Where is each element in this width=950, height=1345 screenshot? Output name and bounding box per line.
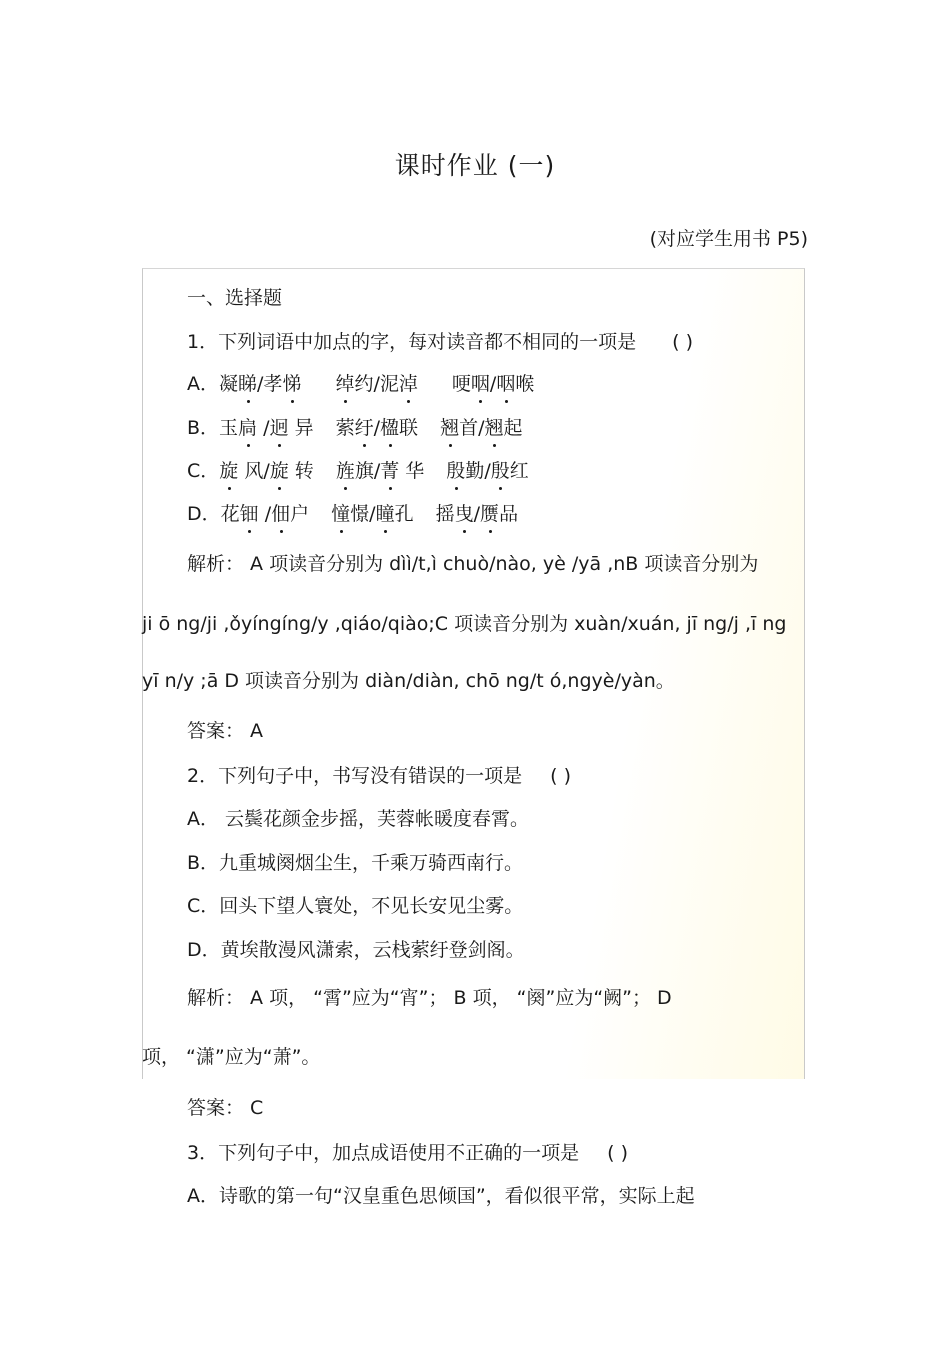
q3-option-a: A．诗歌的第一句“汉皇重色思倾国”，看似很平常，实际上起 bbox=[187, 1185, 695, 1207]
q1-stem: 1．下列词语中加点的字，每对读音都不相同的一项是 ( ) bbox=[187, 331, 694, 353]
q2-stem: 2．下列句子中，书写没有错误的一项是 ( ) bbox=[187, 765, 572, 787]
q2-option-b: B．九重城阕烟尘生，千乘万骑西南行。 bbox=[187, 852, 524, 874]
dotted-char: 扃 bbox=[238, 413, 257, 440]
dotted-char: 悌 bbox=[282, 369, 301, 396]
dotted-char: 迥 bbox=[270, 413, 289, 440]
dotted-char: 憧 bbox=[331, 499, 350, 526]
dotted-char: 旌 bbox=[336, 456, 355, 483]
dotted-char: 淖 bbox=[399, 369, 418, 396]
q2-option-d: D．黄埃散漫风潇索，云栈萦纡登剑阁。 bbox=[187, 939, 525, 961]
q1-analysis-line-3: yī n/y ;ā D 项读音分别为 diàn/diàn, chō ng/t ó,ngyè/yàn。 bbox=[142, 670, 675, 692]
dotted-char: 赝 bbox=[480, 499, 499, 526]
q2-analysis-line-1: 解析： A 项， “霄”应为“宵”； B 项， “阕”应为“阙”； D bbox=[187, 987, 672, 1009]
textbook-reference: (对应学生用书 P5) bbox=[649, 228, 808, 250]
dotted-char: 曳 bbox=[455, 499, 474, 526]
q1-option-a: A．凝睇/孝悌 绰约/泥淖 哽咽/咽喉 bbox=[187, 369, 534, 396]
q2-answer: 答案： C bbox=[187, 1097, 264, 1119]
dotted-char: 菁 bbox=[380, 456, 399, 483]
q2-option-c: C．回头下望人寰处，不见长安见尘雾。 bbox=[187, 895, 524, 917]
dotted-char: 殷 bbox=[491, 456, 510, 483]
answer-blank: ( ) bbox=[607, 1142, 629, 1164]
section-heading: 一、选择题 bbox=[187, 287, 283, 309]
answer-blank: ( ) bbox=[672, 331, 694, 353]
dotted-char: 纡 bbox=[355, 413, 374, 440]
dotted-char: 旋 bbox=[219, 456, 238, 483]
q2-analysis-line-2: 项， “潇”应为“萧”。 bbox=[142, 1046, 321, 1068]
dotted-char: 咽 bbox=[471, 369, 490, 396]
q1-option-d: D．花钿 /佃户 憧憬/瞳孔 摇曳/赝品 bbox=[187, 499, 518, 526]
dotted-char: 殷 bbox=[446, 456, 465, 483]
dotted-char: 瞳 bbox=[376, 499, 395, 526]
q2-option-a: A． 云鬓花颜金步摇，芙蓉帐暖度春霄。 bbox=[187, 808, 530, 830]
dotted-char: 翘 bbox=[440, 413, 459, 440]
dotted-char: 翘 bbox=[484, 413, 503, 440]
q1-answer: 答案： A bbox=[187, 720, 264, 742]
q1-analysis-line-1: 解析： A 项读音分别为 dìì/t,ì chuò/nào, yè /yā ,nB 项读音分别为 bbox=[187, 553, 759, 575]
dotted-char: 钿 bbox=[240, 499, 259, 526]
answer-blank: ( ) bbox=[550, 765, 572, 787]
q1-analysis-line-2: ji ō ng/ji ,ǒyíngíng/y ,qiáo/qiào;C 项读音分别为 xuàn/xuán, jī ng/j ,ī ng bbox=[142, 613, 787, 635]
dotted-char: 绰 bbox=[335, 369, 354, 396]
dotted-char: 佃 bbox=[271, 499, 290, 526]
q3-stem: 3．下列句子中，加点成语使用不正确的一项是 ( ) bbox=[187, 1142, 629, 1164]
dotted-char: 睇 bbox=[238, 369, 257, 396]
page-title: 课时作业 (一) bbox=[394, 151, 556, 180]
dotted-char: 楹 bbox=[380, 413, 399, 440]
q1-option-c: C．旋 风/旋 转 旌旗/菁 华 殷勤/殷红 bbox=[187, 456, 529, 483]
q1-option-b: B．玉扃 /迥 异 萦纡/楹联 翘首/翘起 bbox=[187, 413, 523, 440]
dotted-char: 旋 bbox=[270, 456, 289, 483]
dotted-char: 咽 bbox=[496, 369, 515, 396]
